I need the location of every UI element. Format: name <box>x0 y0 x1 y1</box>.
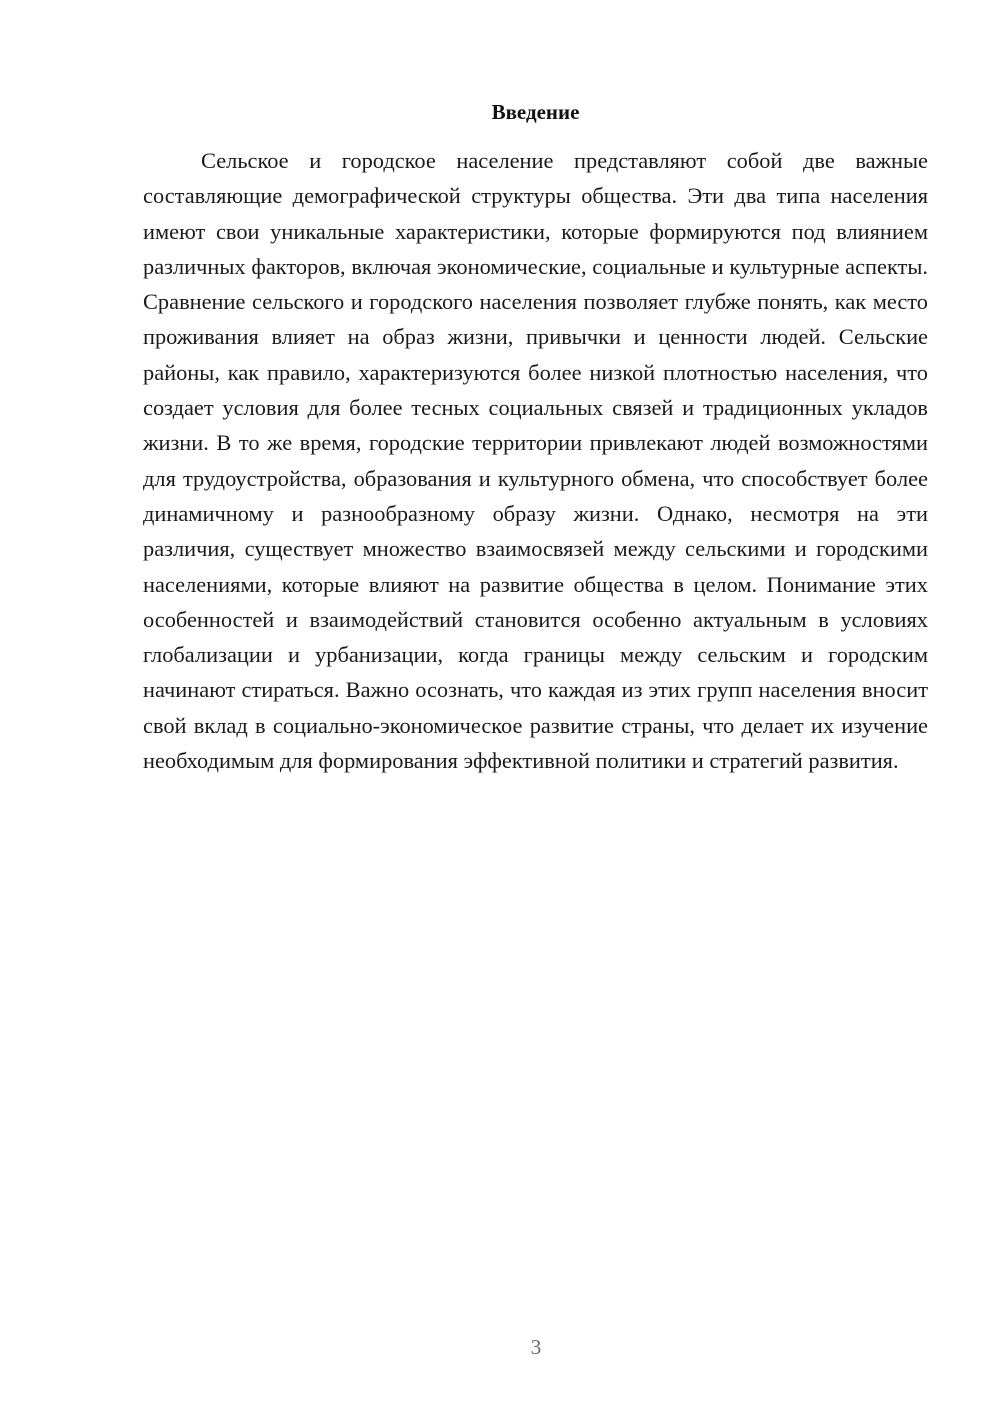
section-heading: Введение <box>491 100 580 124</box>
body-paragraph: Сельское и городское население представляют собой две важные составляющие демографической структуры общества. Эти два типа населения имеют свои уникальные характеристики, которые формируются под влиянием различных факторов, включая экономические, социальные и культурные аспекты. Сравнение сельского и городского населения позволяет глубже понять, как место проживания влияет на образ жизни, привычки и ценности людей. Сельские районы, как правило, характеризуются более низкой плотностью населения, что создает условия для более тесных социальных связей и традиционных укладов жизни. В то же время, городские территории привлекают людей возможностями для трудоустройства, образования и культурного обмена, что способствует более динамичному и разнообразному образу жизни. Однако, несмотря на эти различия, существует множество взаимосвязей между сельскими и городскими населениями, которые влияют на развитие общества в целом. Понимание этих особенностей и взаимодействий становится особенно актуальным в условиях глобализации и урбанизации, когда границы между сельским и городским начинают стираться. Важно осознать, что каждая из этих групп населения вносит свой вклад в социально-экономическое развитие страны, что делает их изучение необходимым для формирования эффективной политики и стратегий развития. <box>143 148 928 774</box>
page-number: 3 <box>530 1335 542 1359</box>
